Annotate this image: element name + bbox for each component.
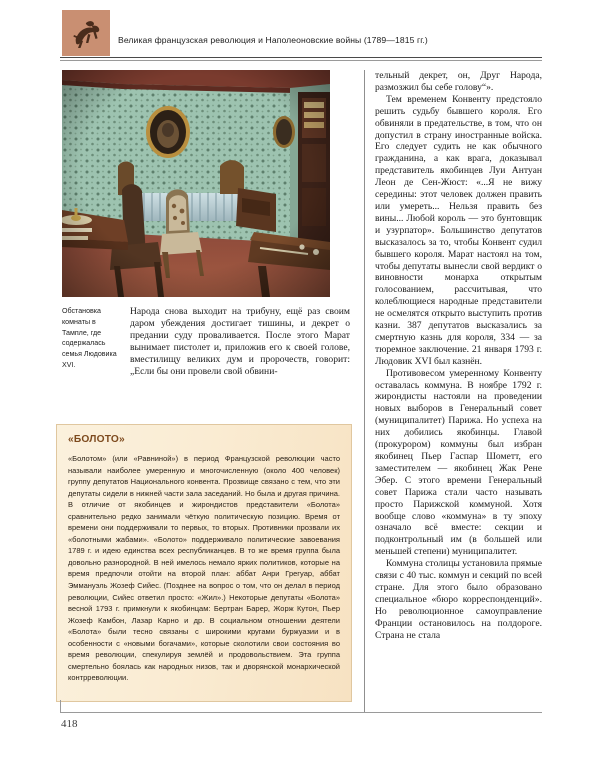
figure-caption: Обстановка комнаты в Тампле, где содержалась семья Людовика XVI. xyxy=(62,307,117,369)
lead-paragraph: Народа снова выходит на трибуну, ещё раз своим даром убеждения достигает тишины, и декрет о предании суду проваливается. После этого Марат вынимает пистолет и, приложив его к своей голове, вместилищу великих дум и пророчеств, говорит: „Если бы они провели свой обвини- xyxy=(130,306,350,377)
horseman-emblem-icon xyxy=(62,10,110,56)
left-column xyxy=(62,70,350,377)
footer-rule xyxy=(60,712,542,713)
lead-paragraph-block xyxy=(130,306,350,377)
sidebar-body xyxy=(68,453,340,684)
right-column xyxy=(375,70,542,642)
caption-and-lead-row xyxy=(62,306,350,377)
running-head xyxy=(62,10,540,56)
header-rule xyxy=(60,57,542,61)
sidebar-box-boloto xyxy=(56,424,352,702)
page-number: 418 xyxy=(61,718,78,730)
column-divider xyxy=(364,70,365,712)
running-head-title: Великая французская революция и Наполеоновские войны (1789—1815 гг.) xyxy=(118,35,428,45)
body-paragraph: Противовесом умеренному Конвенту оставалась коммуна. В ноябре 1792 г. жирондисты настояли на проведении новых выборов в Генеральный совет (муниципалитет) Парижа. Но успеха на них добились якобинцы. Главой (прокурором) коммуны был избран якобинец Пьер Гаспар Шометт, его заместителем — якобинец Жак Рене Эбер. С этого времени Генеральный совет Парижа стали часто называть просто Парижской коммуной. Хотя вообще слово «коммуна» в ту эпоху означало всё вместе: секции и подконтрольный им (в большей или меньшей степени) муниципалитет. xyxy=(375,367,542,558)
body-paragraph: тельный декрет, он, Друг Народа, размозжил бы себе голову“». xyxy=(375,70,542,93)
sidebar-title: «БОЛОТО» xyxy=(68,434,125,445)
body-paragraph: Тем временем Конвенту предстояло решить судьбу бывшего короля. Его обвиняли в предательстве, в том, что он допустил в страну иностранные войска. Его следует судить не как обычного гражданина, а как врага, доказывал представитель якобинцев Луи Антуан Леон де Сен-Жюст: «...Я не вижу середины: этот человек должен править или умереть... Нельзя править без вины... Любой король — это бунтовщик и узурпатор». Большинство депутатов высказалось за то, чтобы Конвент судил бывшего короля. Марат настоял на том, чтобы депутаты вынесли свой вердикт о виновности монарха открытым голосованием, рассчитывая, что колеблющиеся народные представители не осмелятся открыто выступить против казни. 387 депутатов высказались за смертную казнь для короля, 334 — за тюремное заключение. 21 января 1793 г. Людовик XVI был казнён. xyxy=(375,93,542,367)
body-paragraph: Коммуна столицы установила прямые связи с 40 тыс. коммун и секций по всей стране. Для этого было образовано специальное «бюро корреспонденций». Но революционное самоуправление Франции остановилось на полдороге. Страна не стала xyxy=(375,558,542,641)
interior-room-photo xyxy=(62,70,330,297)
sidebar-paragraph: «Болотом» (или «Равниной») в период Французской революции часто называли наиболее умеренную и многочисленную (около 400 человек) группу депутатов Национального конвента. Прозвище связано с тем, что эти депутаты сидели в нижней части зала заседаний. Но была и другая причина. В отличие от якобинцев и жирондистов представители «Болота» сравнительно редко занимали чёткую политическую позицию. Время от времени они поддерживали то первых, то вторых. Противники прозвали их «болотными жабами». «Болото» поддерживало политические завоевания 1789 г. и идею единства всех республиканцев. В то же время группа была довольно разнородной. В ней имелось немало ярких политиков, которые на время предпочли отойти на второй план: аббат Анри Грегуар, аббат Эммануэль Жозеф Сийес. (Позднее на вопрос о том, что он делал в период революции, Сийес ответил просто: «Жил».) Некоторые депутаты «Болота» весной 1793 г. примкнули к якобинцам: Бертран Барер, Жорж Кутон, Пьер Жозеф Камбон, Лазар Карно и др. В социальном отношении деятели «Болота» были тесно связаны с широкими кругами буржуазии и в особенности с «новыми богачами», которые сколотили свои состояния во время революции, спекулируя землёй и продовольствием. Эта группа смертельно боялась как народных низов, так и дворянской монархической контрреволюции. xyxy=(68,454,340,683)
